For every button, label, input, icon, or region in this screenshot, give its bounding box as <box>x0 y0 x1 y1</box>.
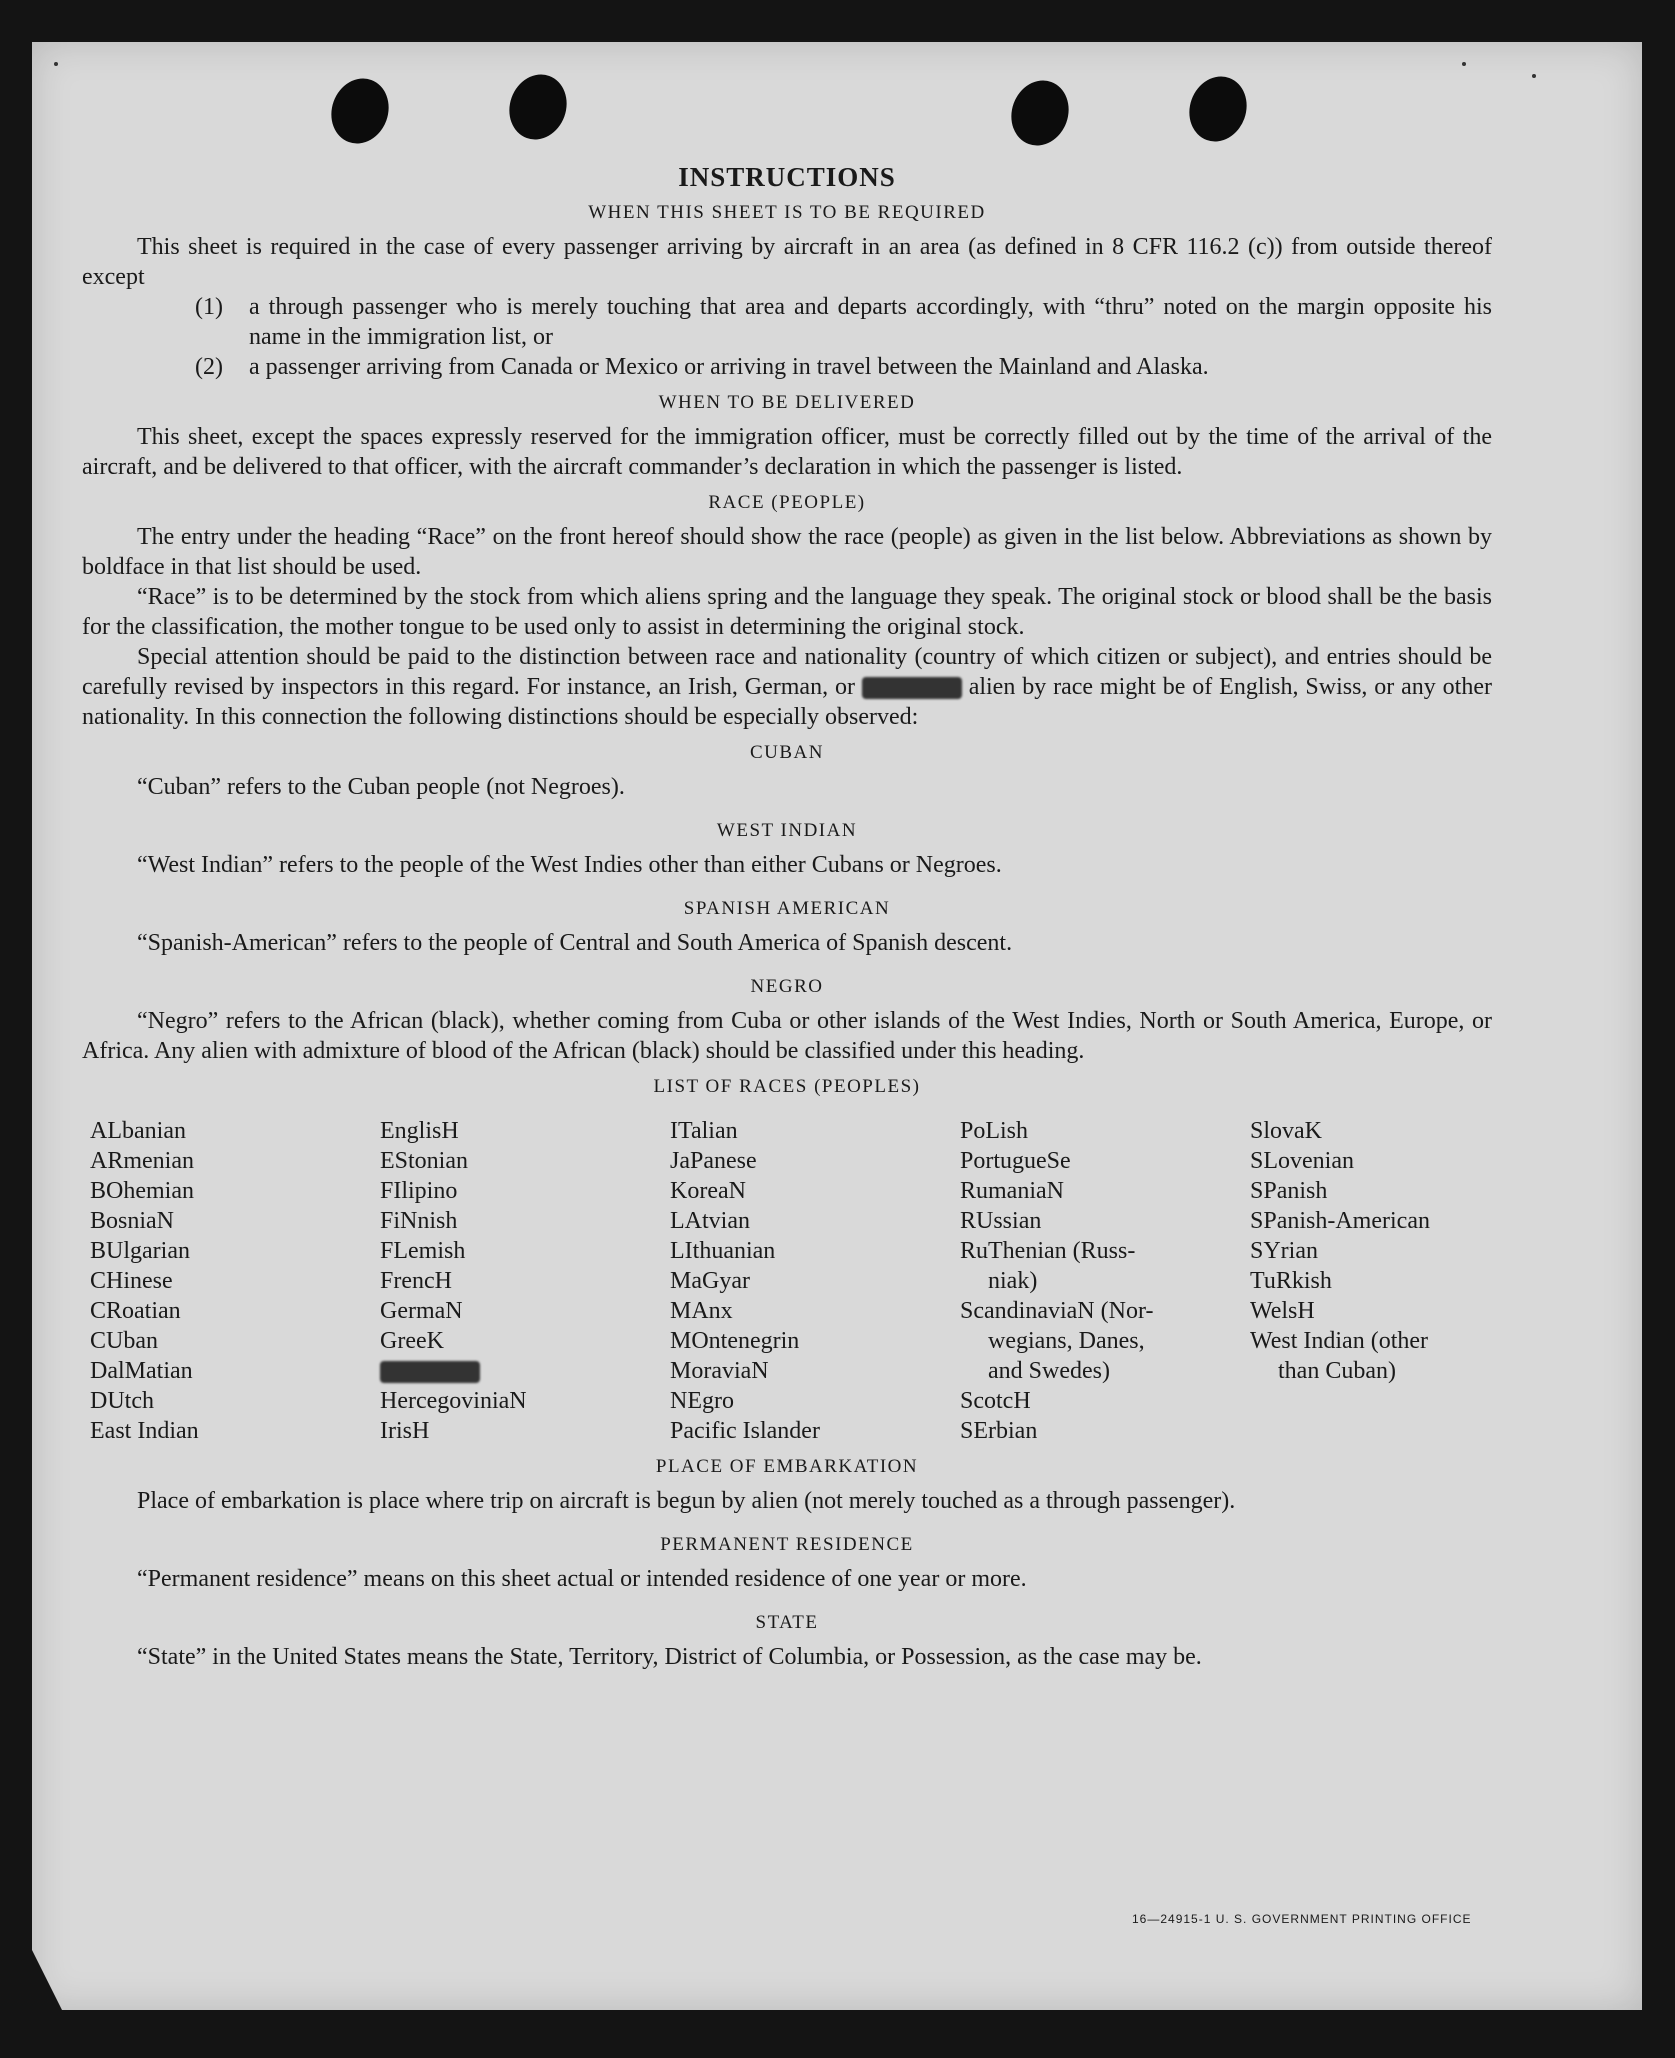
race-entry: SErbian <box>960 1418 1038 1444</box>
punch-hole-4 <box>1180 68 1255 149</box>
punch-hole-2 <box>500 66 575 147</box>
west-indian-text: “West Indian” refers to the people of the West Indies other than either Cubans or Negroes. <box>137 852 1002 878</box>
race-entry: LAtvian <box>670 1208 750 1234</box>
negro-text: “Negro” refers to the African (black), whether coming from Cuba or other islands of the West Indies, North or South America, Europe, or Africa. Any alien with admixture of blood of the African (black) should be classified under this heading. <box>82 1008 1492 1064</box>
race-entry: SYrian <box>1250 1238 1318 1264</box>
race-paragraph-3 <box>82 642 1492 732</box>
embarkation-text: Place of embarkation is place where trip on aircraft is begun by alien (not merely touched as a through passenger). <box>137 1488 1236 1514</box>
heading-state: STATE <box>755 1612 819 1633</box>
document-sheet <box>32 42 1642 2010</box>
punch-hole-1 <box>322 70 397 151</box>
item-number: (2) <box>195 354 223 380</box>
race-entry: BUlgarian <box>90 1238 190 1264</box>
race-entry: FLemish <box>380 1238 466 1264</box>
cuban-text: “Cuban” refers to the Cuban people (not Negroes). <box>137 774 625 800</box>
races-column-3 <box>670 1116 960 1446</box>
race-entry-continued: niak) <box>988 1268 1038 1294</box>
heading-west-indian: WEST INDIAN <box>716 820 858 841</box>
race-paragraph-3a: Special attention should be paid to the distinction between race and nationality (country of which citizen or subject), and entries should be carefully revised by inspectors in this regard. For instance, an Irish, German, or <box>82 644 1492 700</box>
heading-negro: NEGRO <box>750 976 824 997</box>
required-intro: This sheet is required in the case of every passenger arriving by aircraft in an area (as defined in 8 CFR 116.2 (c)) from outside thereof except <box>82 234 1492 290</box>
heading-race: RACE (PEOPLE) <box>708 492 866 513</box>
race-entry: ARmenian <box>90 1148 194 1174</box>
race-entry-continued: than Cuban) <box>1278 1358 1396 1384</box>
race-paragraph-3b: alien by race might be of English, Swiss, or any other nationality. In this connection the following distinctions should be especially observed: <box>82 674 1492 730</box>
speck <box>1532 74 1536 78</box>
race-entry: RUssian <box>960 1208 1042 1234</box>
races-column-2 <box>380 1116 670 1446</box>
races-column-4 <box>960 1116 1250 1446</box>
race-entry: PortugueSe <box>960 1148 1071 1174</box>
race-entry: IrisH <box>380 1418 430 1444</box>
heading-embarkation: PLACE OF EMBARKATION <box>655 1456 919 1477</box>
speck <box>54 62 58 66</box>
instructions-body <box>82 162 1492 1672</box>
spanish-american-text: “Spanish-American” refers to the people of Central and South America of Spanish descent. <box>137 930 1013 956</box>
race-entry-redacted <box>380 1356 670 1386</box>
race-entry: HercegoviniaN <box>380 1388 527 1414</box>
race-entry: Pacific Islander <box>670 1418 820 1444</box>
race-entry: RuThenian (Russ- <box>960 1238 1136 1264</box>
race-entry: MAnx <box>670 1298 733 1324</box>
page-title: INSTRUCTIONS <box>678 162 896 192</box>
punch-hole-3 <box>1002 72 1077 153</box>
race-entry-continued: and Swedes) <box>988 1358 1110 1384</box>
race-entry: MaGyar <box>670 1268 750 1294</box>
race-entry: CRoatian <box>90 1298 181 1324</box>
race-entry: ScandinaviaN (Nor- <box>960 1298 1154 1324</box>
race-entry: SLovenian <box>1250 1148 1354 1174</box>
race-entry: BosniaN <box>90 1208 174 1234</box>
race-entry: SPanish <box>1250 1178 1328 1204</box>
heading-required: WHEN THIS SHEET IS TO BE REQUIRED <box>588 202 986 223</box>
heading-cuban: CUBAN <box>749 742 824 763</box>
race-entry: BOhemian <box>90 1178 194 1204</box>
race-entry: MOntenegrin <box>670 1328 800 1354</box>
heading-spanish-american: SPANISH AMERICAN <box>683 898 891 919</box>
race-entry: CUban <box>90 1328 158 1354</box>
print-footer: 16—24915-1 U. S. GOVERNMENT PRINTING OFFICE <box>1132 1912 1472 1926</box>
state-text: “State” in the United States means the State, Territory, District of Columbia, or Possession, as the case may be. <box>137 1644 1202 1670</box>
item-text: a passenger arriving from Canada or Mexico or arriving in travel between the Mainland and Alaska. <box>249 354 1209 380</box>
races-list <box>82 1116 1492 1446</box>
race-entry: FIlipino <box>380 1178 458 1204</box>
race-entry: SlovaK <box>1250 1118 1322 1144</box>
redaction-mark <box>862 677 962 699</box>
races-column-1 <box>90 1116 380 1446</box>
race-entry: EnglisH <box>380 1118 459 1144</box>
race-entry: FrencH <box>380 1268 452 1294</box>
race-entry: MoraviaN <box>670 1358 769 1384</box>
races-column-5 <box>1250 1116 1510 1446</box>
race-entry: NEgro <box>670 1388 734 1414</box>
list-item <box>82 352 1492 382</box>
race-paragraph-1: The entry under the heading “Race” on the front hereof should show the race (people) as given in the list below. Abbreviations as shown by boldface in that list should be used. <box>82 524 1492 580</box>
race-entry: FiNnish <box>380 1208 458 1234</box>
race-entry: ITalian <box>670 1118 738 1144</box>
race-entry: PoLish <box>960 1118 1029 1144</box>
redaction-mark <box>380 1361 480 1383</box>
race-entry: EStonian <box>380 1148 468 1174</box>
residence-text: “Permanent residence” means on this sheet actual or intended residence of one year or more. <box>137 1566 1027 1592</box>
heading-residence: PERMANENT RESIDENCE <box>660 1534 914 1555</box>
race-entry: DalMatian <box>90 1358 193 1384</box>
race-entry: ALbanian <box>90 1118 186 1144</box>
race-entry: West Indian (other <box>1250 1328 1429 1354</box>
race-entry: East Indian <box>90 1418 199 1444</box>
race-entry: RumaniaN <box>960 1178 1064 1204</box>
item-number: (1) <box>195 294 223 320</box>
race-entry: CHinese <box>90 1268 173 1294</box>
race-entry: GreeK <box>380 1328 444 1354</box>
race-entry: SPanish-American <box>1250 1208 1430 1234</box>
race-entry: TuRkish <box>1250 1268 1332 1294</box>
race-entry-continued: wegians, Danes, <box>988 1328 1145 1354</box>
race-entry: JaPanese <box>670 1148 757 1174</box>
delivered-text: This sheet, except the spaces expressly reserved for the immigration officer, must be correctly filled out by the time of the arrival of the aircraft, and be delivered to that officer, with the aircraft commander’s declaration in which the passenger is listed. <box>82 424 1492 480</box>
list-item <box>82 292 1492 352</box>
item-text: a through passenger who is merely touching that area and departs accordingly, with “thru” noted on the margin opposite his name in the immigration list, or <box>249 294 1492 350</box>
race-entry: DUtch <box>90 1388 154 1414</box>
heading-delivered: WHEN TO BE DELIVERED <box>658 392 916 413</box>
speck <box>1462 62 1466 66</box>
race-entry: KoreaN <box>670 1178 746 1204</box>
heading-list-of-races: LIST OF RACES (PEOPLES) <box>653 1076 921 1097</box>
corner-notch <box>32 1950 62 2010</box>
race-entry: GermaN <box>380 1298 463 1324</box>
race-entry: WelsH <box>1250 1298 1315 1324</box>
race-paragraph-2: “Race” is to be determined by the stock from which aliens spring and the language they speak. The original stock or blood shall be the basis for the classification, the mother tongue to be used only to assist in determining the original stock. <box>82 584 1492 640</box>
race-entry: LIthuanian <box>670 1238 776 1264</box>
race-entry: ScotcH <box>960 1388 1031 1414</box>
